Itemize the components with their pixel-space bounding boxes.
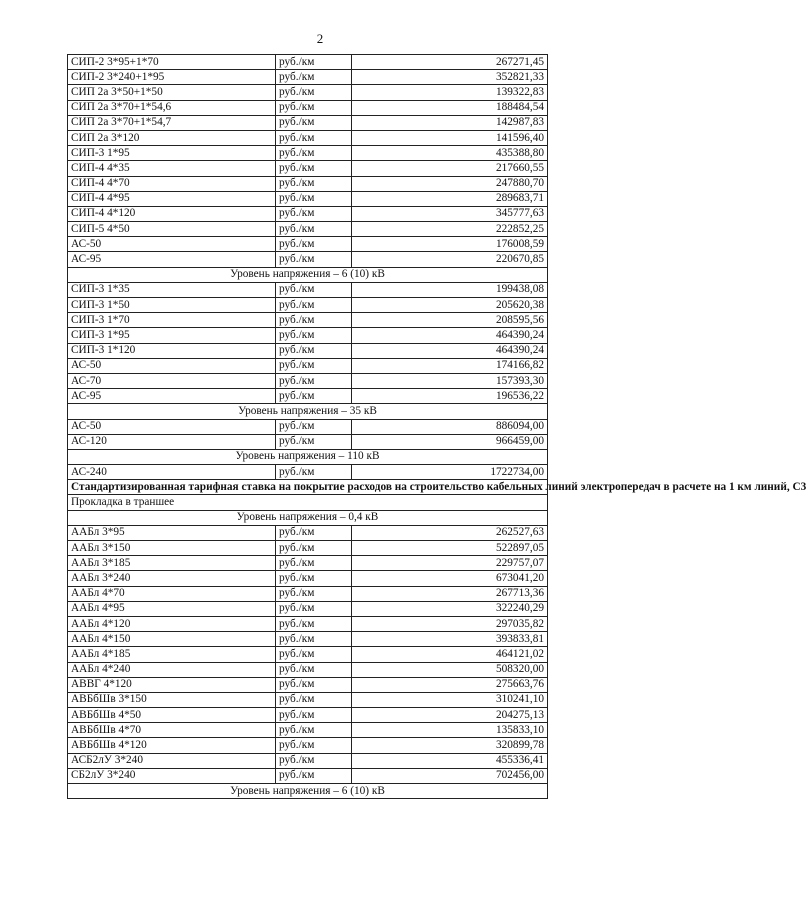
table-row: [68, 556, 548, 571]
cable-type-cell: ААБл 4*120: [68, 616, 276, 631]
voltage-section-row: [68, 404, 548, 419]
rate-value-cell: 310241,10: [352, 692, 548, 707]
table-row: [68, 130, 548, 145]
rate-value-cell: 135833,10: [352, 723, 548, 738]
voltage-level-heading: Уровень напряжения – 0,4 кВ: [68, 510, 548, 525]
cable-type-cell: СИП-3 1*35: [68, 282, 276, 297]
cable-type-cell: АВВГ 4*120: [68, 677, 276, 692]
rate-value-cell: 464121,02: [352, 647, 548, 662]
cable-type-cell: ААБл 3*185: [68, 556, 276, 571]
rate-value-cell: 673041,20: [352, 571, 548, 586]
table-row: [68, 328, 548, 343]
table-row: [68, 389, 548, 404]
rate-value-cell: 522897,05: [352, 541, 548, 556]
table-row: [68, 191, 548, 206]
rate-value-cell: 222852,25: [352, 222, 548, 237]
rate-value-cell: 205620,38: [352, 298, 548, 313]
table-row: [68, 85, 548, 100]
unit-cell: руб./км: [276, 616, 352, 631]
unit-cell: руб./км: [276, 100, 352, 115]
table-row: [68, 586, 548, 601]
voltage-section-row: [68, 510, 548, 525]
rate-value-cell: 204275,13: [352, 708, 548, 723]
rate-value-cell: 345777,63: [352, 206, 548, 221]
voltage-level-heading: Уровень напряжения – 110 кВ: [68, 449, 548, 464]
rate-value-cell: 267713,36: [352, 586, 548, 601]
table-row: [68, 434, 548, 449]
cable-type-cell: ААБл 4*240: [68, 662, 276, 677]
unit-cell: руб./км: [276, 373, 352, 388]
rate-value-cell: 267271,45: [352, 55, 548, 70]
table-row: [68, 616, 548, 631]
cable-type-cell: СИП-2 3*95+1*70: [68, 55, 276, 70]
cable-type-cell: СИП 2а 3*70+1*54,7: [68, 115, 276, 130]
unit-cell: руб./км: [276, 85, 352, 100]
rate-value-cell: 464390,24: [352, 328, 548, 343]
cable-type-cell: ААБл 4*150: [68, 632, 276, 647]
unit-cell: руб./км: [276, 419, 352, 434]
rate-value-cell: 157393,30: [352, 373, 548, 388]
table-row: [68, 753, 548, 768]
rate-value-cell: 322240,29: [352, 601, 548, 616]
unit-cell: руб./км: [276, 753, 352, 768]
rate-value-cell: 220670,85: [352, 252, 548, 267]
unit-cell: руб./км: [276, 601, 352, 616]
table-row: [68, 419, 548, 434]
table-row: [68, 282, 548, 297]
voltage-level-heading: Уровень напряжения – 35 кВ: [68, 404, 548, 419]
unit-cell: руб./км: [276, 677, 352, 692]
unit-cell: руб./км: [276, 191, 352, 206]
rate-value-cell: 393833,81: [352, 632, 548, 647]
unit-cell: руб./км: [276, 389, 352, 404]
rate-value-cell: 435388,80: [352, 146, 548, 161]
cable-type-cell: АВБбШв 4*50: [68, 708, 276, 723]
unit-cell: руб./км: [276, 55, 352, 70]
cable-type-cell: СИП 2а 3*70+1*54,6: [68, 100, 276, 115]
cable-type-cell: СИП-4 4*95: [68, 191, 276, 206]
rate-value-cell: 188484,54: [352, 100, 548, 115]
unit-cell: руб./км: [276, 465, 352, 480]
table-row: [68, 723, 548, 738]
cable-type-cell: АС-70: [68, 373, 276, 388]
rate-value-cell: 217660,55: [352, 161, 548, 176]
rate-value-cell: 141596,40: [352, 130, 548, 145]
rate-value-cell: 176008,59: [352, 237, 548, 252]
rate-value-cell: 352821,33: [352, 70, 548, 85]
table-row: [68, 313, 548, 328]
unit-cell: руб./км: [276, 282, 352, 297]
tariff-title: Стандартизированная тарифная ставка на покрытие расходов на строительство кабельных линий электропередач в расчете на 1 км линий, С3: [68, 480, 548, 495]
voltage-section-row: [68, 267, 548, 282]
cable-type-cell: СИП-3 1*50: [68, 298, 276, 313]
table-row: [68, 571, 548, 586]
unit-cell: руб./км: [276, 692, 352, 707]
table-row: [68, 692, 548, 707]
cable-type-cell: АС-95: [68, 389, 276, 404]
table-row: [68, 465, 548, 480]
cable-type-cell: СИП-3 1*95: [68, 328, 276, 343]
cable-type-cell: СИП-4 4*70: [68, 176, 276, 191]
cable-type-cell: ААБл 4*95: [68, 601, 276, 616]
cable-type-cell: ААБл 3*240: [68, 571, 276, 586]
unit-cell: руб./км: [276, 298, 352, 313]
table-row: [68, 708, 548, 723]
unit-cell: руб./км: [276, 206, 352, 221]
table-row: [68, 541, 548, 556]
rate-value-cell: 275663,76: [352, 677, 548, 692]
table-row: [68, 647, 548, 662]
unit-cell: руб./км: [276, 115, 352, 130]
cable-type-cell: СБ2лУ 3*240: [68, 768, 276, 783]
rate-value-cell: 966459,00: [352, 434, 548, 449]
unit-cell: руб./км: [276, 161, 352, 176]
unit-cell: руб./км: [276, 723, 352, 738]
tariff-table-body: [68, 55, 806, 799]
tariff-table: [67, 54, 806, 799]
table-row: [68, 206, 548, 221]
rate-value-cell: 702456,00: [352, 768, 548, 783]
rate-value-cell: 886094,00: [352, 419, 548, 434]
cable-type-cell: АС-95: [68, 252, 276, 267]
unit-cell: руб./км: [276, 525, 352, 540]
cable-type-cell: СИП 2а 3*120: [68, 130, 276, 145]
table-row: [68, 237, 548, 252]
unit-cell: руб./км: [276, 632, 352, 647]
rate-value-cell: 262527,63: [352, 525, 548, 540]
table-row: [68, 738, 548, 753]
rate-value-cell: 297035,82: [352, 616, 548, 631]
table-row: [68, 358, 548, 373]
cable-type-cell: АВБбШв 3*150: [68, 692, 276, 707]
cable-type-cell: АС-240: [68, 465, 276, 480]
unit-cell: руб./км: [276, 647, 352, 662]
unit-cell: руб./км: [276, 313, 352, 328]
table-row: [68, 146, 548, 161]
cable-type-cell: ААБл 3*95: [68, 525, 276, 540]
table-row: [68, 632, 548, 647]
rate-value-cell: 174166,82: [352, 358, 548, 373]
table-row: [68, 100, 548, 115]
unit-cell: руб./км: [276, 571, 352, 586]
cable-type-cell: ААБл 4*185: [68, 647, 276, 662]
table-row: [68, 677, 548, 692]
table-row: [68, 161, 548, 176]
table-row: [68, 343, 548, 358]
voltage-level-heading: Уровень напряжения – 6 (10) кВ: [68, 784, 548, 799]
cable-type-cell: СИП-4 4*35: [68, 161, 276, 176]
unit-cell: руб./км: [276, 222, 352, 237]
laying-method-row: [68, 495, 548, 510]
cable-type-cell: АСБ2лУ 3*240: [68, 753, 276, 768]
rate-value-cell: 229757,07: [352, 556, 548, 571]
unit-cell: руб./км: [276, 586, 352, 601]
voltage-section-row: [68, 784, 548, 799]
rate-value-cell: 199438,08: [352, 282, 548, 297]
rate-value-cell: 196536,22: [352, 389, 548, 404]
page-number: 2: [316, 31, 324, 46]
laying-method-label: Прокладка в траншее: [68, 495, 548, 510]
rate-value-cell: 320899,78: [352, 738, 548, 753]
rate-value-cell: 139322,83: [352, 85, 548, 100]
rate-value-cell: 1722734,00: [352, 465, 548, 480]
table-row: [68, 768, 548, 783]
cable-type-cell: АС-50: [68, 237, 276, 252]
unit-cell: руб./км: [276, 434, 352, 449]
unit-cell: руб./км: [276, 70, 352, 85]
cable-type-cell: СИП 2а 3*50+1*50: [68, 85, 276, 100]
unit-cell: руб./км: [276, 541, 352, 556]
unit-cell: руб./км: [276, 708, 352, 723]
rate-value-cell: 455336,41: [352, 753, 548, 768]
unit-cell: руб./км: [276, 738, 352, 753]
unit-cell: руб./км: [276, 130, 352, 145]
unit-cell: руб./км: [276, 358, 352, 373]
table-row: [68, 298, 548, 313]
cable-type-cell: СИП-5 4*50: [68, 222, 276, 237]
rate-value-cell: 289683,71: [352, 191, 548, 206]
cable-type-cell: СИП-3 1*95: [68, 146, 276, 161]
table-row: [68, 373, 548, 388]
rate-value-cell: 464390,24: [352, 343, 548, 358]
rate-value-cell: 508320,00: [352, 662, 548, 677]
table-row: [68, 662, 548, 677]
unit-cell: руб./км: [276, 662, 352, 677]
unit-cell: руб./км: [276, 146, 352, 161]
table-row: [68, 525, 548, 540]
unit-cell: руб./км: [276, 328, 352, 343]
cable-type-cell: АС-120: [68, 434, 276, 449]
unit-cell: руб./км: [276, 343, 352, 358]
cable-type-cell: СИП-3 1*70: [68, 313, 276, 328]
cable-type-cell: ААБл 3*150: [68, 541, 276, 556]
table-row: [68, 55, 548, 70]
rate-value-cell: 208595,56: [352, 313, 548, 328]
table-row: [68, 115, 548, 130]
tariff-title-row: [68, 480, 548, 495]
cable-type-cell: СИП-3 1*120: [68, 343, 276, 358]
voltage-level-heading: Уровень напряжения – 6 (10) кВ: [68, 267, 548, 282]
cable-type-cell: СИП-4 4*120: [68, 206, 276, 221]
table-row: [68, 601, 548, 616]
cable-type-cell: АВБбШв 4*120: [68, 738, 276, 753]
table-row: [68, 70, 548, 85]
rate-value-cell: 247880,70: [352, 176, 548, 191]
table-row: [68, 176, 548, 191]
rate-value-cell: 142987,83: [352, 115, 548, 130]
unit-cell: руб./км: [276, 176, 352, 191]
unit-cell: руб./км: [276, 237, 352, 252]
cable-type-cell: СИП-2 3*240+1*95: [68, 70, 276, 85]
cable-type-cell: АС-50: [68, 419, 276, 434]
cable-type-cell: ААБл 4*70: [68, 586, 276, 601]
unit-cell: руб./км: [276, 768, 352, 783]
voltage-section-row: [68, 449, 548, 464]
table-row: [68, 222, 548, 237]
cable-type-cell: АС-50: [68, 358, 276, 373]
cable-type-cell: АВБбШв 4*70: [68, 723, 276, 738]
unit-cell: руб./км: [276, 556, 352, 571]
table-row: [68, 252, 548, 267]
unit-cell: руб./км: [276, 252, 352, 267]
